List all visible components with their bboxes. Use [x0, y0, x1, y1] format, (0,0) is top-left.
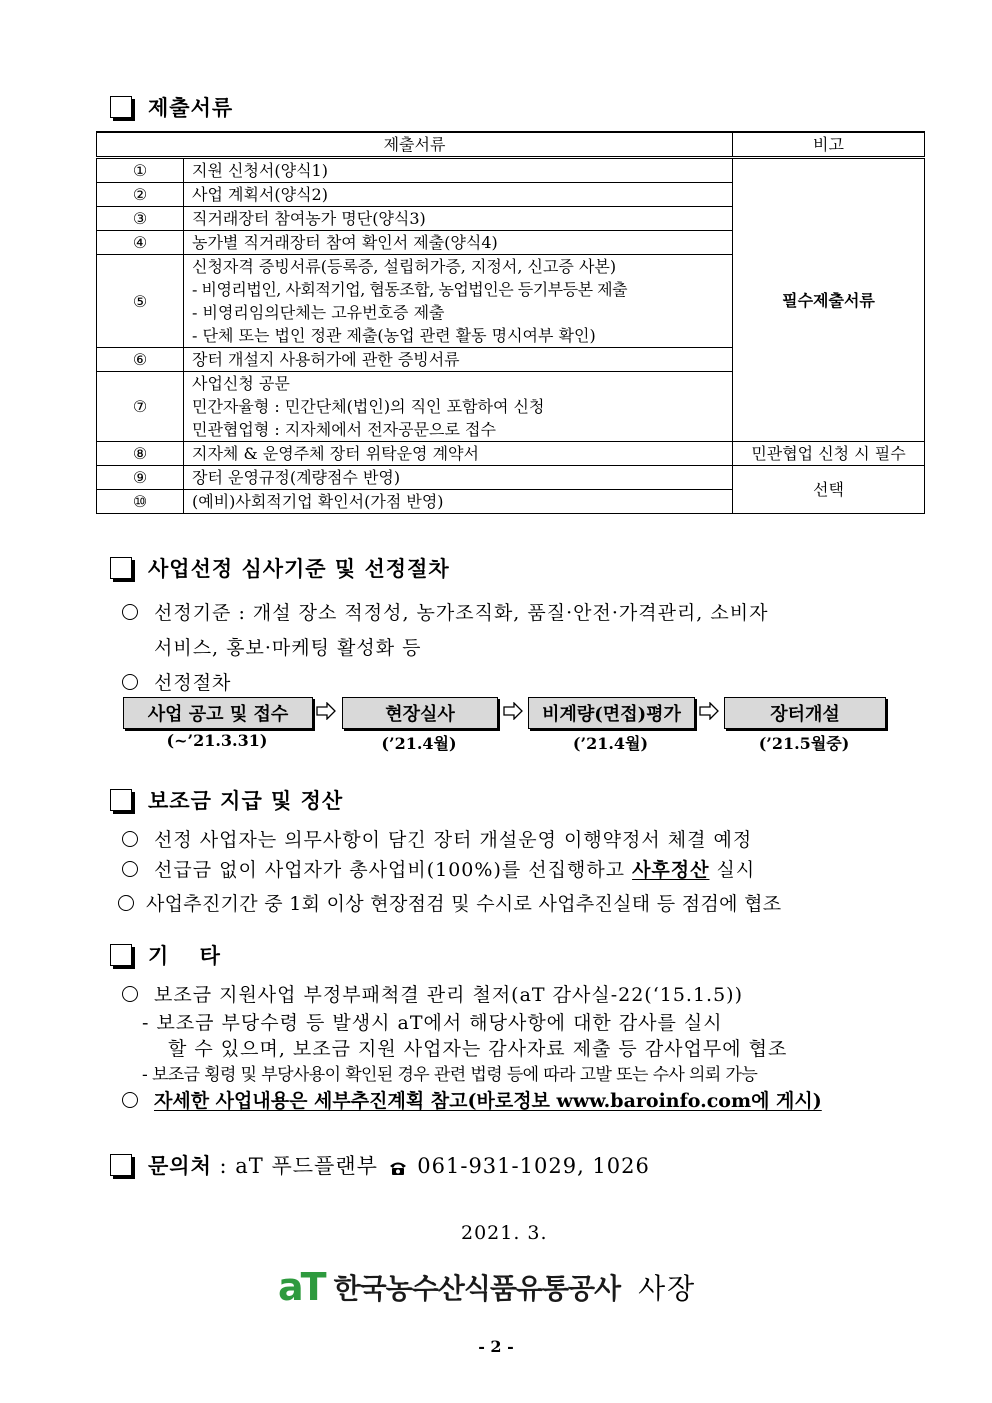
selection-criteria	[122, 598, 768, 625]
row-number: ⑩	[97, 490, 184, 514]
procedure-text: 선정절차	[154, 672, 232, 694]
row-text: 사업 계획서(양식2)	[184, 183, 733, 207]
section-title: 사업선정 심사기준 및 선정절차	[148, 556, 450, 581]
row-line: - 단체 또는 법인 정관 제출(농업 관련 활동 명시여부 확인)	[192, 326, 596, 345]
row-number: ⑧	[97, 442, 184, 466]
document-date: 2021. 3.	[461, 1222, 548, 1244]
section-title: 보조금 지급 및 정산	[148, 788, 344, 813]
note-optional: 선택	[733, 466, 925, 514]
flow-step-announce: 사업 공고 및 접수	[123, 697, 313, 729]
contact-phone: 061-931-1029, 1026	[409, 1154, 650, 1178]
etc-bold-text: 자세한 사업내용은 세부추진계획 참고(바로정보 www.baroinfo.com에 게시)	[154, 1090, 822, 1112]
section-contact-heading	[110, 1150, 650, 1180]
circle-bullet-icon	[122, 1092, 138, 1108]
section-subsidy-heading	[110, 785, 343, 815]
contact-dept: : aT 푸드플랜부	[211, 1154, 386, 1178]
row-number: ⑨	[97, 466, 184, 490]
row-line: 신청자격 증빙서류(등록증, 설립허가증, 지정서, 신고증 사본)	[192, 257, 617, 276]
flow-step-inspection: 현장실사	[342, 697, 498, 729]
row-line: 사업신청 공문	[192, 374, 290, 393]
section-title	[148, 1150, 650, 1180]
subsidy-item	[118, 889, 781, 916]
selection-procedure-label	[122, 668, 231, 695]
page-number: - 2 -	[478, 1337, 514, 1356]
flow-date: (’21.4월)	[381, 734, 457, 753]
note-minkwan: 민관협업 신청 시 필수	[733, 442, 925, 466]
flow-step-interview: 비계량(면접)평가	[528, 697, 695, 729]
section-selection-heading	[110, 553, 450, 583]
subsidy-item	[122, 855, 755, 882]
circle-bullet-icon	[122, 986, 138, 1002]
checkbox-square-icon	[110, 789, 132, 811]
circle-bullet-icon	[122, 674, 138, 690]
section-title: 기 타	[148, 943, 232, 968]
table-row	[97, 466, 925, 490]
subsidy-item	[122, 825, 752, 852]
row-text	[184, 255, 733, 348]
circle-bullet-icon	[122, 604, 138, 620]
documents-table	[96, 131, 925, 514]
row-text: 장터 개설지 사용허가에 관한 증빙서류	[184, 348, 733, 372]
checkbox-square-icon	[110, 944, 132, 966]
row-text: 장터 운영규정(계량점수 반영)	[184, 466, 733, 490]
checkbox-square-icon	[110, 557, 132, 579]
subsidy-text: 선급금 없이 사업자가 총사업비(100%)를 선집행하고	[154, 859, 633, 881]
subsidy-text: 사업추진기간 중 1회 이상 현장점검 및 수시로 사업추진실태 등 점검에 협조	[146, 893, 782, 915]
row-line: 민간자율형 : 민간단체(법인)의 직인 포함하여 신청	[192, 397, 545, 416]
row-line: - 비영리법인, 사회적기업, 협동조합, 농업법인은 등기부등본 제출	[192, 280, 628, 299]
row-number: ①	[97, 158, 184, 183]
arrow-right-icon	[699, 702, 719, 720]
row-number: ②	[97, 183, 184, 207]
note-required: 필수제출서류	[733, 158, 925, 442]
row-number: ⑤	[97, 255, 184, 348]
etc-item	[122, 980, 743, 1007]
row-number: ③	[97, 207, 184, 231]
row-text: 농가별 직거래장터 참여 확인서 제출(양식4)	[184, 231, 733, 255]
table-row	[97, 442, 925, 466]
etc-dash-line: - 보조금 부당수령 등 발생시 aT에서 해당사항에 대한 감사를 실시	[142, 1012, 723, 1034]
organization-signature	[278, 1266, 696, 1308]
flow-date: (~’21.3.31)	[166, 731, 268, 750]
circle-bullet-icon	[122, 861, 138, 877]
table-row	[97, 158, 925, 183]
section-title: 제출서류	[148, 95, 234, 120]
row-number: ⑥	[97, 348, 184, 372]
phone-icon	[388, 1160, 408, 1176]
row-text: 지자체 & 운영주체 장터 위탁운영 계약서	[184, 442, 733, 466]
row-number: ④	[97, 231, 184, 255]
etc-dash-line-cont: 할 수 있으며, 보조금 지원 사업자는 감사자료 제출 등 감사업무에 협조	[168, 1038, 788, 1060]
etc-dash-line: - 보조금 횡령 및 부당사용이 확인된 경우 관련 법령 등에 따라 고발 또는 수사 의뢰 가능	[142, 1065, 758, 1085]
row-text	[184, 372, 733, 442]
table-header-note: 비고	[733, 132, 925, 158]
row-text: 직거래장터 참여농가 명단(양식3)	[184, 207, 733, 231]
flow-date: (’21.4월)	[572, 734, 649, 753]
row-line: - 비영리임의단체는 고유번호증 제출	[192, 303, 445, 322]
section-etc-heading	[110, 940, 232, 970]
section-docs-heading	[110, 92, 233, 122]
arrow-right-icon	[316, 702, 336, 720]
row-text: (예비)사회적기업 확인서(가점 반영)	[184, 490, 733, 514]
post-settlement-emphasis: 사후정산	[632, 859, 710, 881]
row-line: 민관협업형 : 지자체에서 전자공문으로 접수	[192, 420, 496, 439]
circle-bullet-icon	[122, 831, 138, 847]
circle-bullet-icon	[118, 895, 134, 911]
criteria-text: 선정기준 : 개설 장소 적정성, 농가조직화, 품질·안전·가격관리, 소비자	[154, 602, 769, 624]
arrow-right-icon	[503, 702, 523, 720]
organization-name: 한국농수산식품유통공사	[333, 1272, 621, 1305]
row-number: ⑦	[97, 372, 184, 442]
row-text: 지원 신청서(양식1)	[184, 158, 733, 183]
at-logo: aT	[278, 1265, 324, 1309]
subsidy-text: 선정 사업자는 의무사항이 담긴 장터 개설운영 이행약정서 체결 예정	[154, 829, 753, 851]
table-header-docs: 제출서류	[97, 132, 733, 158]
selection-criteria-cont: 서비스, 홍보·마케팅 활성화 등	[154, 637, 422, 659]
checkbox-square-icon	[110, 96, 132, 118]
contact-label: 문의처	[148, 1153, 212, 1178]
signer-title: 사장	[638, 1272, 697, 1305]
checkbox-square-icon	[110, 1154, 132, 1176]
flow-step-open: 장터개설	[724, 697, 886, 729]
etc-text: 보조금 지원사업 부정부패척결 관리 철저(aT 감사실-22(‘15.1.5))	[154, 984, 743, 1006]
etc-item-bold	[122, 1086, 822, 1113]
subsidy-text: 실시	[709, 859, 756, 881]
flow-date: (’21.5월중)	[758, 734, 850, 753]
